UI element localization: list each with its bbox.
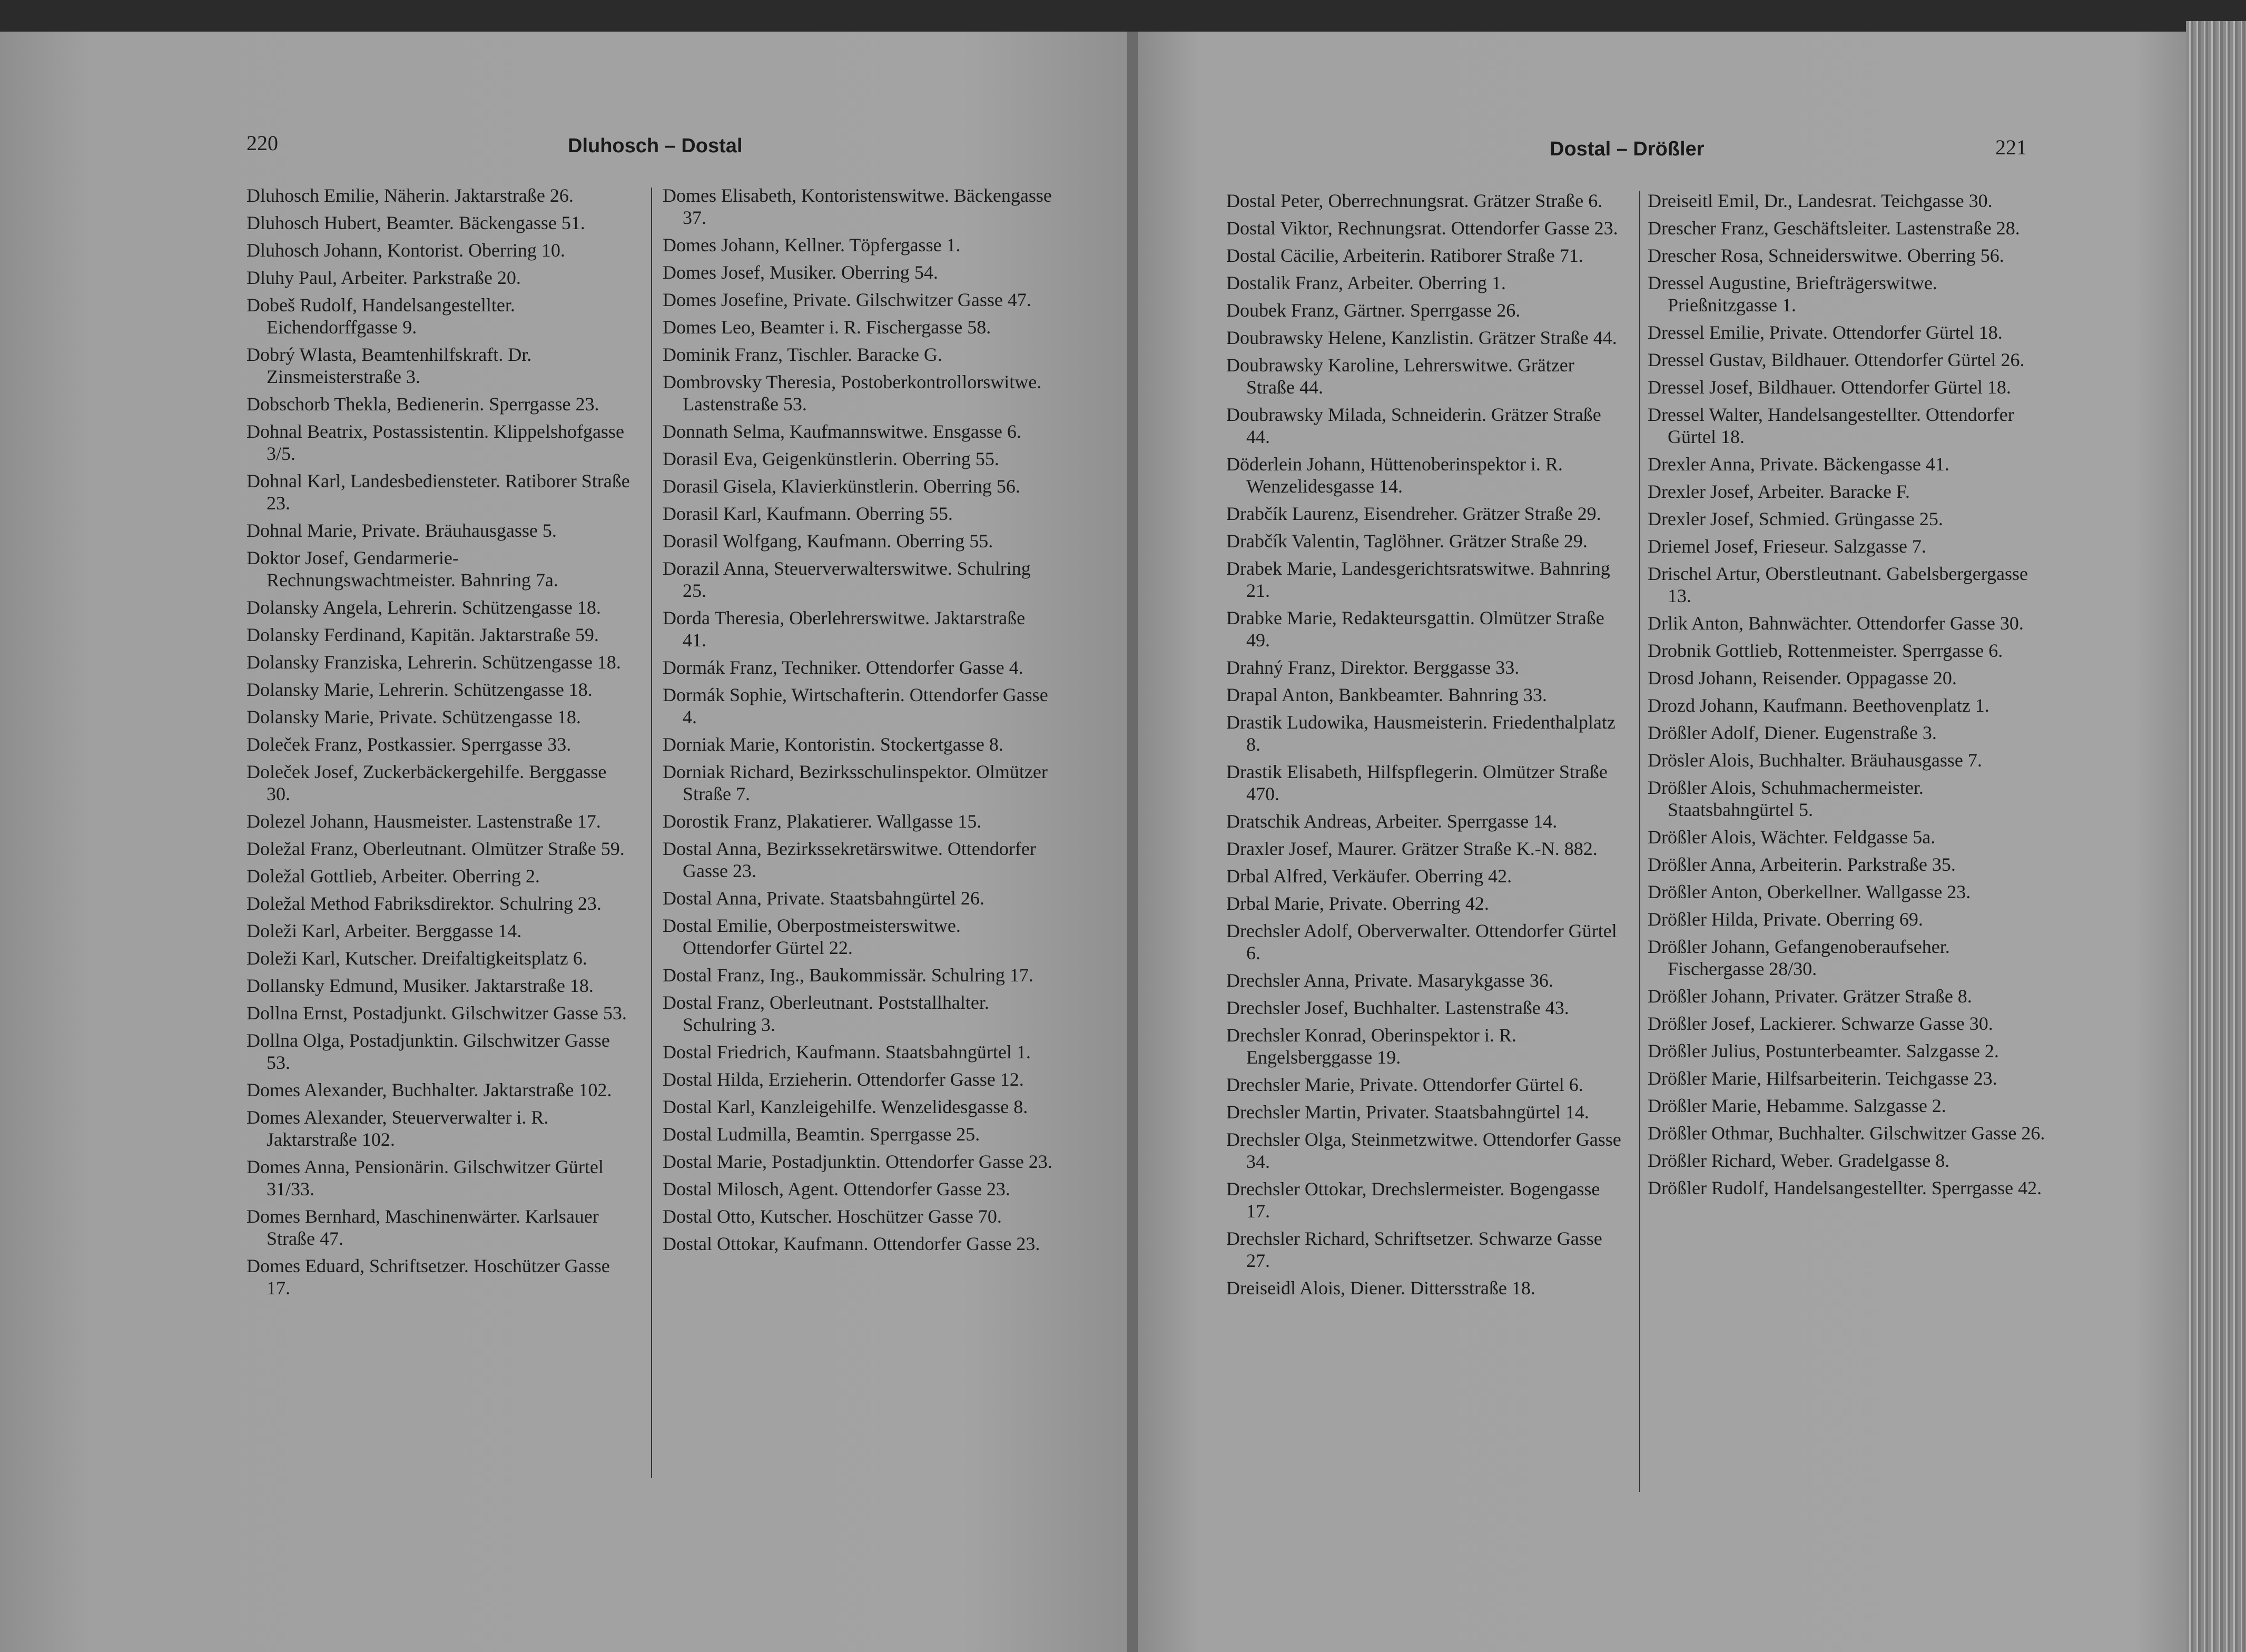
directory-entry: Domes Leo, Beamter i. R. Fischergasse 58. [663,317,991,338]
directory-entry: Domes Bernhard, Maschinenwärter. Karlsauer Straße 47. [247,1206,599,1249]
directory-entry: Domes Elisabeth, Kontoristenswitwe. Bäckengasse 37. [663,185,1052,228]
directory-entry: Doubrawsky Milada, Schneiderin. Grätzer Straße 44. [1226,404,1601,447]
directory-entry: Drößler Marie, Hebamme. Salzgasse 2. [1648,1095,1946,1116]
directory-entry: Dorda Theresia, Oberlehrerswitwe. Jaktarstraße 41. [663,607,1026,651]
directory-entry: Dostal Otto, Kutscher. Hoschützer Gasse 70. [663,1206,1002,1227]
directory-entry: Dreiseidl Alois, Diener. Dittersstraße 18. [1226,1277,1535,1299]
right-column-1 [1226,190,1627,1304]
directory-entry: Drobnik Gottlieb, Rottenmeister. Sperrgasse 6. [1648,640,2003,661]
running-head-left: Dluhosch – Dostal [568,135,743,157]
directory-entry: Drapal Anton, Bankbeamter. Bahnring 33. [1226,684,1547,705]
directory-entry: Dolansky Marie, Private. Schützengasse 18. [247,706,581,727]
directory-entry: Domes Alexander, Buchhalter. Jaktarstraße 102. [247,1079,612,1100]
directory-entry: Drößler Josef, Lackierer. Schwarze Gasse 30. [1648,1013,1993,1034]
directory-entry: Dorostik Franz, Plakatierer. Wallgasse 15. [663,811,982,832]
directory-entry: Doleček Josef, Zuckerbäckergehilfe. Berggasse 30. [247,761,607,804]
directory-entry: Drößler Hilda, Private. Oberring 69. [1648,909,1923,930]
directory-entry: Drechsler Marie, Private. Ottendorfer Gürtel 6. [1226,1074,1583,1095]
directory-entry: Dorasil Gisela, Klavierkünstlerin. Oberring 56. [663,476,1020,497]
directory-entry: Drechsler Anna, Private. Masarykgasse 36. [1226,970,1553,991]
book-page-edges [2186,21,2246,1652]
directory-entry: Dostal Ludmilla, Beamtin. Sperrgasse 25. [663,1124,980,1145]
directory-entry: Doleček Franz, Postkassier. Sperrgasse 33. [247,734,572,755]
directory-entry: Drößler Othmar, Buchhalter. Gilschwitzer Gasse 26. [1648,1123,2045,1144]
directory-entry: Drastik Elisabeth, Hilfspflegerin. Olmützer Straße 470. [1226,761,1608,804]
directory-entry: Dostal Franz, Oberleutnant. Poststallhalter. Schulring 3. [663,992,989,1035]
right-column-2 [1648,190,2048,1204]
directory-entry: Dostal Ottokar, Kaufmann. Ottendorfer Gasse 23. [663,1233,1040,1254]
directory-entry: Draxler Josef, Maurer. Grätzer Straße K.-N. 882. [1226,838,1598,859]
directory-entry: Doktor Josef, Gendarmerie-Rechnungswachtmeister. Bahnring 7a. [247,547,558,591]
directory-entry: Domes Alexander, Steuerverwalter i. R. Jaktarstraße 102. [247,1107,549,1150]
directory-entry: Dostal Friedrich, Kaufmann. Staatsbahngürtel 1. [663,1041,1031,1063]
directory-entry: Drexler Josef, Schmied. Grüngasse 25. [1648,508,1943,529]
directory-entry: Dluhosch Johann, Kontorist. Oberring 10. [247,240,565,261]
scan-background-top [0,0,2246,32]
directory-entry: Drechsler Richard, Schriftsetzer. Schwarze Gasse 27. [1226,1228,1602,1271]
directory-entry: Drahný Franz, Direktor. Berggasse 33. [1226,657,1520,678]
directory-entry: Drbal Alfred, Verkäufer. Oberring 42. [1226,866,1512,887]
directory-entry: Dostal Marie, Postadjunktin. Ottendorfer Gasse 23. [663,1151,1052,1172]
directory-entry: Dostal Emilie, Oberpostmeisterswitwe. Ottendorfer Gürtel 22. [663,915,961,958]
directory-entry: Dluhosch Emilie, Näherin. Jaktarstraße 26. [247,185,574,206]
directory-entry: Drabke Marie, Redakteursgattin. Olmützer Straße 49. [1226,607,1604,651]
directory-entry: Drechsler Adolf, Oberverwalter. Ottendorfer Gürtel 6. [1226,920,1617,963]
directory-entry: Dressel Gustav, Bildhauer. Ottendorfer Gürtel 26. [1648,349,2025,370]
directory-entry: Dressel Walter, Handelsangestellter. Ottendorfer Gürtel 18. [1648,404,2014,447]
right-page [1138,32,2186,1652]
directory-entry: Dluhy Paul, Arbeiter. Parkstraße 20. [247,267,521,288]
directory-entry: Dolansky Franziska, Lehrerin. Schützengasse 18. [247,652,621,673]
directory-entry: Drosd Johann, Reisender. Oppagasse 20. [1648,667,1957,689]
directory-entry: Drößler Alois, Schuhmachermeister. Staatsbahngürtel 5. [1648,777,1924,820]
directory-entry: Doležal Method Fabriksdirektor. Schulring 23. [247,893,602,914]
directory-entry: Drößler Alois, Wächter. Feldgasse 5a. [1648,827,1936,848]
directory-entry: Dolansky Ferdinand, Kapitän. Jaktarstraße 59. [247,624,599,645]
directory-entry: Dorasil Karl, Kaufmann. Oberring 55. [663,503,953,524]
directory-entry: Dostal Milosch, Agent. Ottendorfer Gasse 23. [663,1178,1010,1199]
directory-entry: Doležal Franz, Oberleutnant. Olmützer Straße 59. [247,838,625,859]
directory-entry: Drexler Josef, Arbeiter. Baracke F. [1648,481,1910,502]
directory-entry: Dohnal Karl, Landesbediensteter. Ratiborer Straße 23. [247,470,630,514]
directory-entry: Dolansky Marie, Lehrerin. Schützengasse 18. [247,679,593,700]
directory-entry: Dressel Josef, Bildhauer. Ottendorfer Gürtel 18. [1648,377,2011,398]
directory-entry: Doležal Gottlieb, Arbeiter. Oberring 2. [247,866,540,887]
directory-entry: Dormák Franz, Techniker. Ottendorfer Gasse 4. [663,657,1023,678]
directory-entry: Domes Eduard, Schriftsetzer. Hoschützer Gasse 17. [247,1255,610,1299]
directory-entry: Drechsler Ottokar, Drechslermeister. Bogengasse 17. [1226,1178,1600,1222]
column-rule-left [651,188,652,1478]
directory-entry: Dobschorb Thekla, Bedienerin. Sperrgasse 23. [247,394,599,415]
directory-entry: Dohnal Marie, Private. Bräuhausgasse 5. [247,520,557,541]
page-number-right: 221 [1995,135,2027,159]
directory-entry: Doleži Karl, Arbeiter. Berggasse 14. [247,920,522,941]
directory-entry: Doleži Karl, Kutscher. Dreifaltigkeitsplatz 6. [247,948,587,969]
directory-entry: Doubrawsky Karoline, Lehrerswitwe. Grätzer Straße 44. [1226,355,1574,398]
directory-entry: Dohnal Beatrix, Postassistentin. Klippelshofgasse 3/5. [247,421,624,464]
directory-entry: Dressel Emilie, Private. Ottendorfer Gürtel 18. [1648,322,2003,343]
directory-entry: Drescher Rosa, Schneiderswitwe. Oberring 56. [1648,245,2004,266]
directory-entry: Dostal Anna, Private. Staatsbahngürtel 26. [663,888,984,909]
directory-entry: Dostal Peter, Oberrechnungsrat. Grätzer Straße 6. [1226,190,1603,211]
directory-entry: Drößler Anton, Oberkellner. Wallgasse 23. [1648,881,1971,902]
directory-entry: Drlik Anton, Bahnwächter. Ottendorfer Gasse 30. [1648,613,2024,634]
directory-entry: Drischel Artur, Oberstleutnant. Gabelsbergergasse 13. [1648,563,2028,606]
left-column-1 [247,184,631,1304]
directory-entry: Drößler Anna, Arbeiterin. Parkstraße 35. [1648,854,1956,875]
column-rule-right [1639,191,1640,1492]
directory-entry: Drbal Marie, Private. Oberring 42. [1226,893,1489,914]
directory-entry: Drößler Rudolf, Handelsangestellter. Sperrgasse 42. [1648,1177,2042,1198]
directory-entry: Drechsler Martin, Privater. Staatsbahngürtel 14. [1226,1102,1589,1123]
directory-entry: Dratschik Andreas, Arbeiter. Sperrgasse 14. [1226,811,1558,832]
directory-entry: Doubek Franz, Gärtner. Sperrgasse 26. [1226,300,1521,321]
directory-entry: Dostal Anna, Bezirkssekretärswitwe. Ottendorfer Gasse 23. [663,838,1036,881]
directory-entry: Dollansky Edmund, Musiker. Jaktarstraße 18. [247,975,594,996]
directory-entry: Drastik Ludowika, Hausmeisterin. Friedenthalplatz 8. [1226,712,1615,755]
directory-entry: Dostal Cäcilie, Arbeiterin. Ratiborer Straße 71. [1226,245,1583,266]
directory-entry: Dombrovsky Theresia, Postoberkontrollorswitwe. Lastenstraße 53. [663,371,1042,415]
directory-entry: Dorniak Marie, Kontoristin. Stockertgasse 8. [663,734,1003,755]
directory-entry: Dreiseitl Emil, Dr., Landesrat. Teichgasse 30. [1648,190,1993,211]
directory-entry: Dollna Olga, Postadjunktin. Gilschwitzer Gasse 53. [247,1030,610,1073]
directory-entry: Domes Anna, Pensionärin. Gilschwitzer Gürtel 31/33. [247,1156,604,1199]
directory-entry: Donnath Selma, Kaufmannswitwe. Ensgasse 6. [663,421,1021,442]
directory-entry: Dostal Viktor, Rechnungsrat. Ottendorfer Gasse 23. [1226,218,1618,239]
directory-entry: Dluhosch Hubert, Beamter. Bäckengasse 51. [247,212,585,233]
directory-entry: Dostal Hilda, Erzieherin. Ottendorfer Gasse 12. [663,1069,1024,1090]
directory-entry: Dostal Karl, Kanzleigehilfe. Wenzelidesgasse 8. [663,1096,1028,1117]
directory-entry: Drechsler Konrad, Oberinspektor i. R. Engelsberggasse 19. [1226,1025,1516,1068]
directory-entry: Drößler Marie, Hilfsarbeiterin. Teichgasse 23. [1648,1068,1997,1089]
directory-entry: Drabek Marie, Landesgerichtsratswitwe. Bahnring 21. [1226,558,1610,601]
directory-entry: Drechsler Josef, Buchhalter. Lastenstraße 43. [1226,997,1569,1018]
directory-entry: Dobeš Rudolf, Handelsangestellter. Eichendorffgasse 9. [247,294,515,338]
directory-entry: Drabčík Laurenz, Eisendreher. Grätzer Straße 29. [1226,503,1601,524]
directory-entry: Dressel Augustine, Briefträgerswitwe. Prießnitzgasse 1. [1648,272,1937,316]
directory-entry: Domes Johann, Kellner. Töpfergasse 1. [663,234,961,255]
directory-entry: Domes Josefine, Private. Gilschwitzer Gasse 47. [663,289,1031,310]
directory-entry: Dostalik Franz, Arbeiter. Oberring 1. [1226,272,1506,293]
directory-entry: Dominik Franz, Tischler. Baracke G. [663,344,942,365]
directory-entry: Dorniak Richard, Bezirksschulinspektor. Olmützer Straße 7. [663,761,1048,804]
directory-entry: Drößler Johann, Privater. Grätzer Straße 8. [1648,986,1972,1007]
directory-entry: Dorasil Wolfgang, Kaufmann. Oberring 55. [663,530,993,552]
directory-entry: Dormák Sophie, Wirtschafterin. Ottendorfer Gasse 4. [663,684,1048,727]
directory-entry: Dolansky Angela, Lehrerin. Schützengasse 18. [247,597,601,618]
directory-entry: Drösler Alois, Buchhalter. Bräuhausgasse 7. [1648,750,1982,771]
directory-entry: Drozd Johann, Kaufmann. Beethovenplatz 1. [1648,695,1989,716]
directory-entry: Driemel Josef, Frieseur. Salzgasse 7. [1648,536,1926,557]
directory-entry: Drößler Adolf, Diener. Eugenstraße 3. [1648,722,1937,743]
directory-entry: Drescher Franz, Geschäftsleiter. Lastenstraße 28. [1648,218,2020,239]
directory-entry: Drößler Richard, Weber. Gradelgasse 8. [1648,1150,1950,1171]
directory-entry: Drexler Anna, Private. Bäckengasse 41. [1648,454,1949,475]
directory-entry: Dorazil Anna, Steuerverwalterswitwe. Schulring 25. [663,558,1031,601]
directory-entry: Dorasil Eva, Geigenkünstlerin. Oberring 55. [663,448,999,469]
left-column-2 [663,184,1052,1260]
directory-entry: Dolezel Johann, Hausmeister. Lastenstraße 17. [247,811,601,832]
directory-entry: Domes Josef, Musiker. Oberring 54. [663,262,938,283]
directory-entry: Döderlein Johann, Hüttenoberinspektor i. R. Wenzelidesgasse 14. [1226,454,1563,497]
directory-entry: Drößler Julius, Postunterbeamter. Salzgasse 2. [1648,1040,1999,1061]
directory-entry: Doubrawsky Helene, Kanzlistin. Grätzer Straße 44. [1226,327,1617,348]
directory-entry: Drechsler Olga, Steinmetzwitwe. Ottendorfer Gasse 34. [1226,1129,1621,1172]
directory-entry: Dollna Ernst, Postadjunkt. Gilschwitzer Gasse 53. [247,1002,627,1024]
directory-entry: Dobrý Wlasta, Beamtenhilfskraft. Dr. Zinsmeisterstraße 3. [247,344,532,387]
running-head-right: Dostal – Drößler [1550,138,1705,160]
directory-entry: Drößler Johann, Gefangenoberaufseher. Fischergasse 28/30. [1648,936,1950,979]
left-page [0,32,1132,1652]
directory-entry: Dostal Franz, Ing., Baukommissär. Schulring 17. [663,965,1033,986]
directory-entry: Drabčík Valentin, Taglöhner. Grätzer Straße 29. [1226,530,1588,552]
page-number-left: 220 [247,131,278,155]
